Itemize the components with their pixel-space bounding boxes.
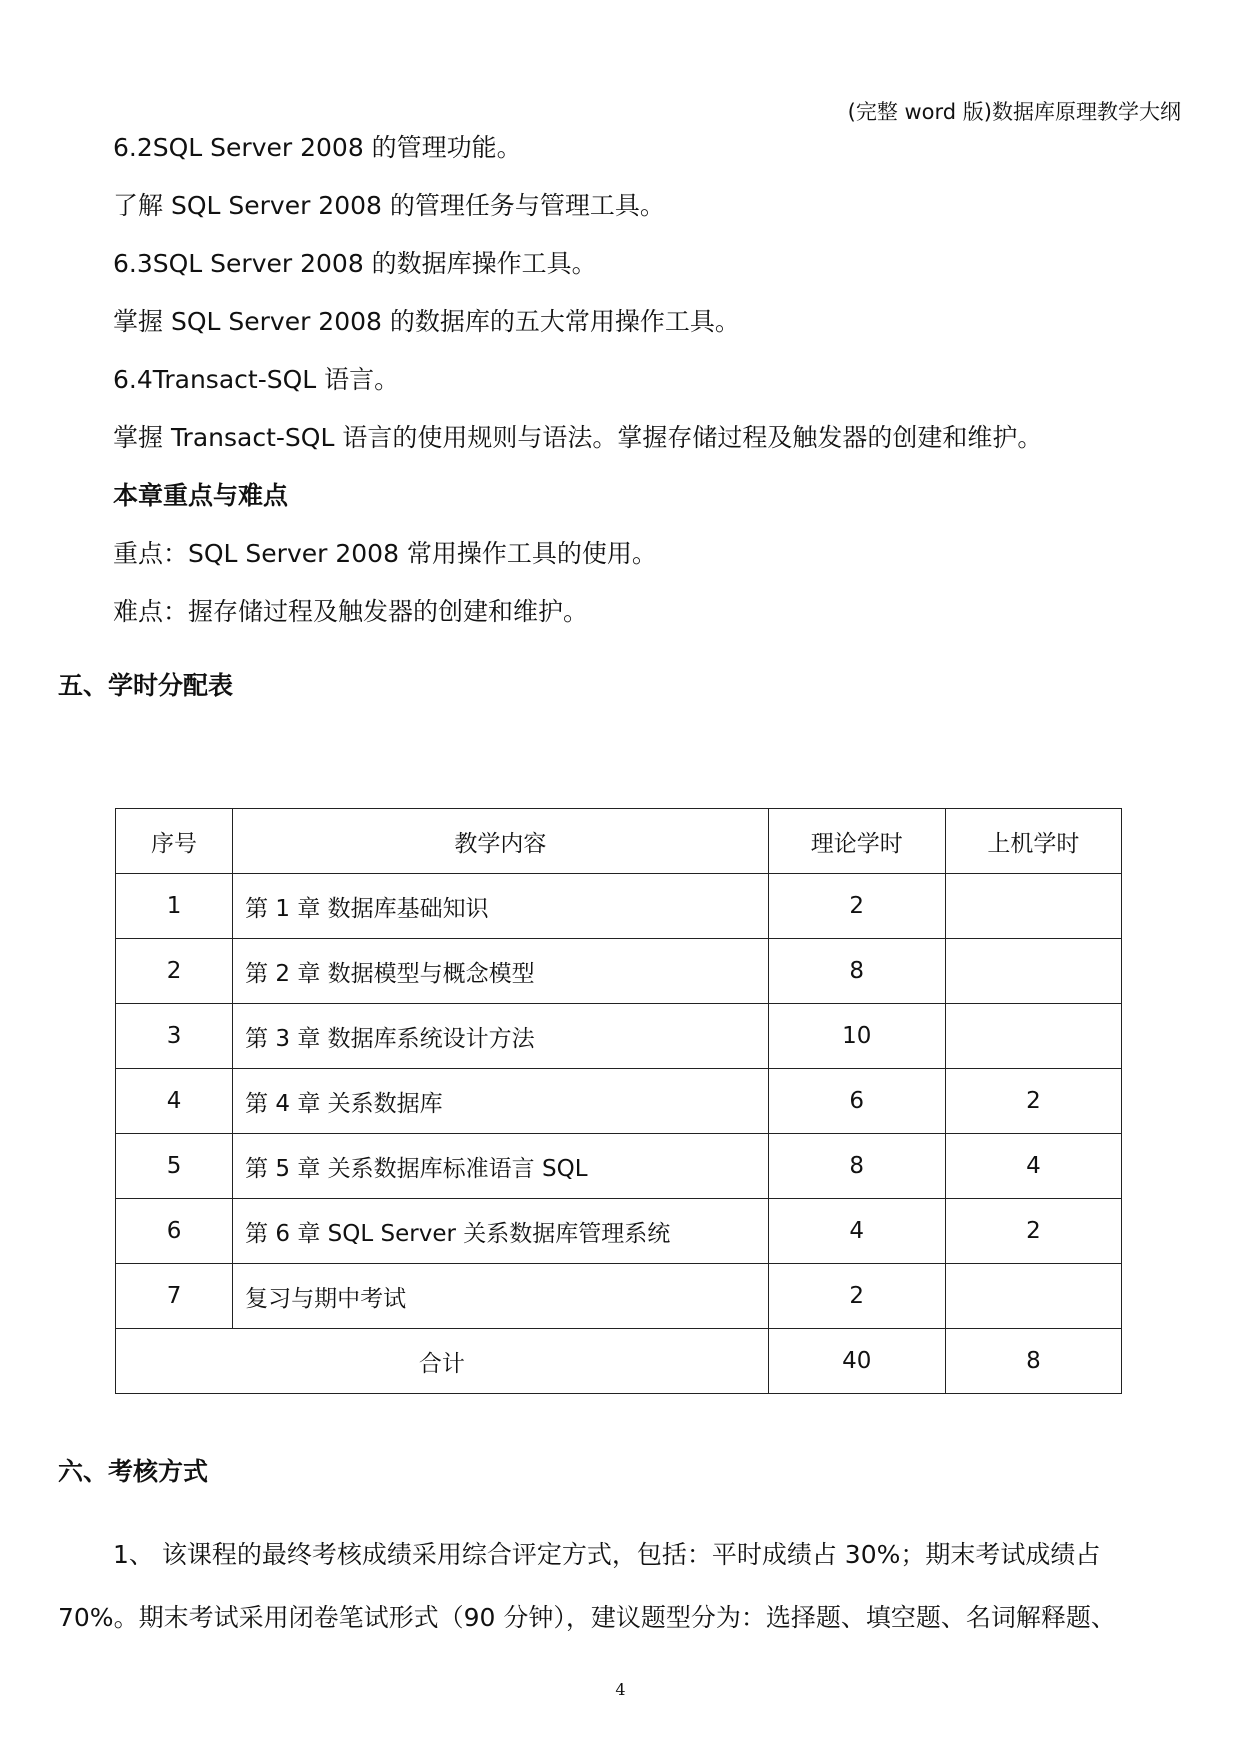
cell-lab-hours: 2 <box>945 1069 1121 1134</box>
assessment-line-1: 1、 该课程的最终考核成绩采用综合评定方式，包括：平时成绩占 30%；期末考试成绩占 <box>113 1540 1101 1569</box>
table-row <box>116 1004 1122 1069</box>
focus-key: 重点：SQL Server 2008 常用操作工具的使用。 <box>113 539 657 568</box>
cell-theory-hours: 4 <box>768 1199 945 1264</box>
page-number: 4 <box>615 1680 626 1699</box>
cell-index: 4 <box>116 1069 233 1134</box>
cell-theory-hours: 2 <box>768 874 945 939</box>
cell-content: 第 4 章 关系数据库 <box>233 1069 769 1134</box>
cell-content: 第 1 章 数据库基础知识 <box>233 874 769 939</box>
table-row <box>116 1134 1122 1199</box>
assessment-line-2: 70%。期末考试采用闭卷笔试形式（90 分钟），建议题型分为：选择题、填空题、名词解释题、 <box>58 1603 1116 1632</box>
section-6-title: 六、考核方式 <box>58 1457 209 1486</box>
header-cell-content: 教学内容 <box>233 809 769 874</box>
header-cell-theory-hours: 理论学时 <box>768 809 945 874</box>
section-5-title: 五、学时分配表 <box>58 671 234 700</box>
total-theory-hours: 40 <box>768 1329 945 1394</box>
cell-theory-hours: 10 <box>768 1004 945 1069</box>
total-label: 合计 <box>116 1329 769 1394</box>
document-header: (完整 word 版)数据库原理教学大纲 <box>847 100 1181 124</box>
cell-lab-hours: 4 <box>945 1134 1121 1199</box>
text-line-6-2-desc: 了解 SQL Server 2008 的管理任务与管理工具。 <box>113 191 665 220</box>
cell-content: 第 2 章 数据模型与概念模型 <box>233 939 769 1004</box>
cell-index: 5 <box>116 1134 233 1199</box>
cell-lab-hours: 2 <box>945 1199 1121 1264</box>
cell-lab-hours <box>945 874 1121 939</box>
table-row <box>116 939 1122 1004</box>
hours-table <box>115 808 1122 1394</box>
table-row <box>116 1264 1122 1329</box>
cell-content: 复习与期中考试 <box>233 1264 769 1329</box>
table-row <box>116 1199 1122 1264</box>
cell-theory-hours: 8 <box>768 939 945 1004</box>
text-line-6-3: 6.3SQL Server 2008 的数据库操作工具。 <box>113 249 597 278</box>
total-lab-hours: 8 <box>945 1329 1121 1394</box>
cell-index: 6 <box>116 1199 233 1264</box>
cell-theory-hours: 2 <box>768 1264 945 1329</box>
cell-index: 3 <box>116 1004 233 1069</box>
text-line-6-2: 6.2SQL Server 2008 的管理功能。 <box>113 133 522 162</box>
table-row <box>116 1069 1122 1134</box>
table-total-row <box>116 1329 1122 1394</box>
cell-index: 7 <box>116 1264 233 1329</box>
header-cell-index: 序号 <box>116 809 233 874</box>
text-line-6-4: 6.4Transact-SQL 语言。 <box>113 365 400 394</box>
focus-title: 本章重点与难点 <box>113 481 289 510</box>
cell-lab-hours <box>945 1004 1121 1069</box>
table-header-row <box>116 809 1122 874</box>
cell-content: 第 5 章 关系数据库标准语言 SQL <box>233 1134 769 1199</box>
cell-index: 2 <box>116 939 233 1004</box>
table-row <box>116 874 1122 939</box>
cell-index: 1 <box>116 874 233 939</box>
cell-content: 第 3 章 数据库系统设计方法 <box>233 1004 769 1069</box>
cell-theory-hours: 6 <box>768 1069 945 1134</box>
cell-theory-hours: 8 <box>768 1134 945 1199</box>
cell-content: 第 6 章 SQL Server 关系数据库管理系统 <box>233 1199 769 1264</box>
cell-lab-hours <box>945 939 1121 1004</box>
header-cell-lab-hours: 上机学时 <box>945 809 1121 874</box>
focus-difficult: 难点：握存储过程及触发器的创建和维护。 <box>113 597 589 626</box>
cell-lab-hours <box>945 1264 1121 1329</box>
text-line-6-3-desc: 掌握 SQL Server 2008 的数据库的五大常用操作工具。 <box>113 307 740 336</box>
text-line-6-4-desc: 掌握 Transact-SQL 语言的使用规则与语法。掌握存储过程及触发器的创建和维护。 <box>113 423 1043 452</box>
